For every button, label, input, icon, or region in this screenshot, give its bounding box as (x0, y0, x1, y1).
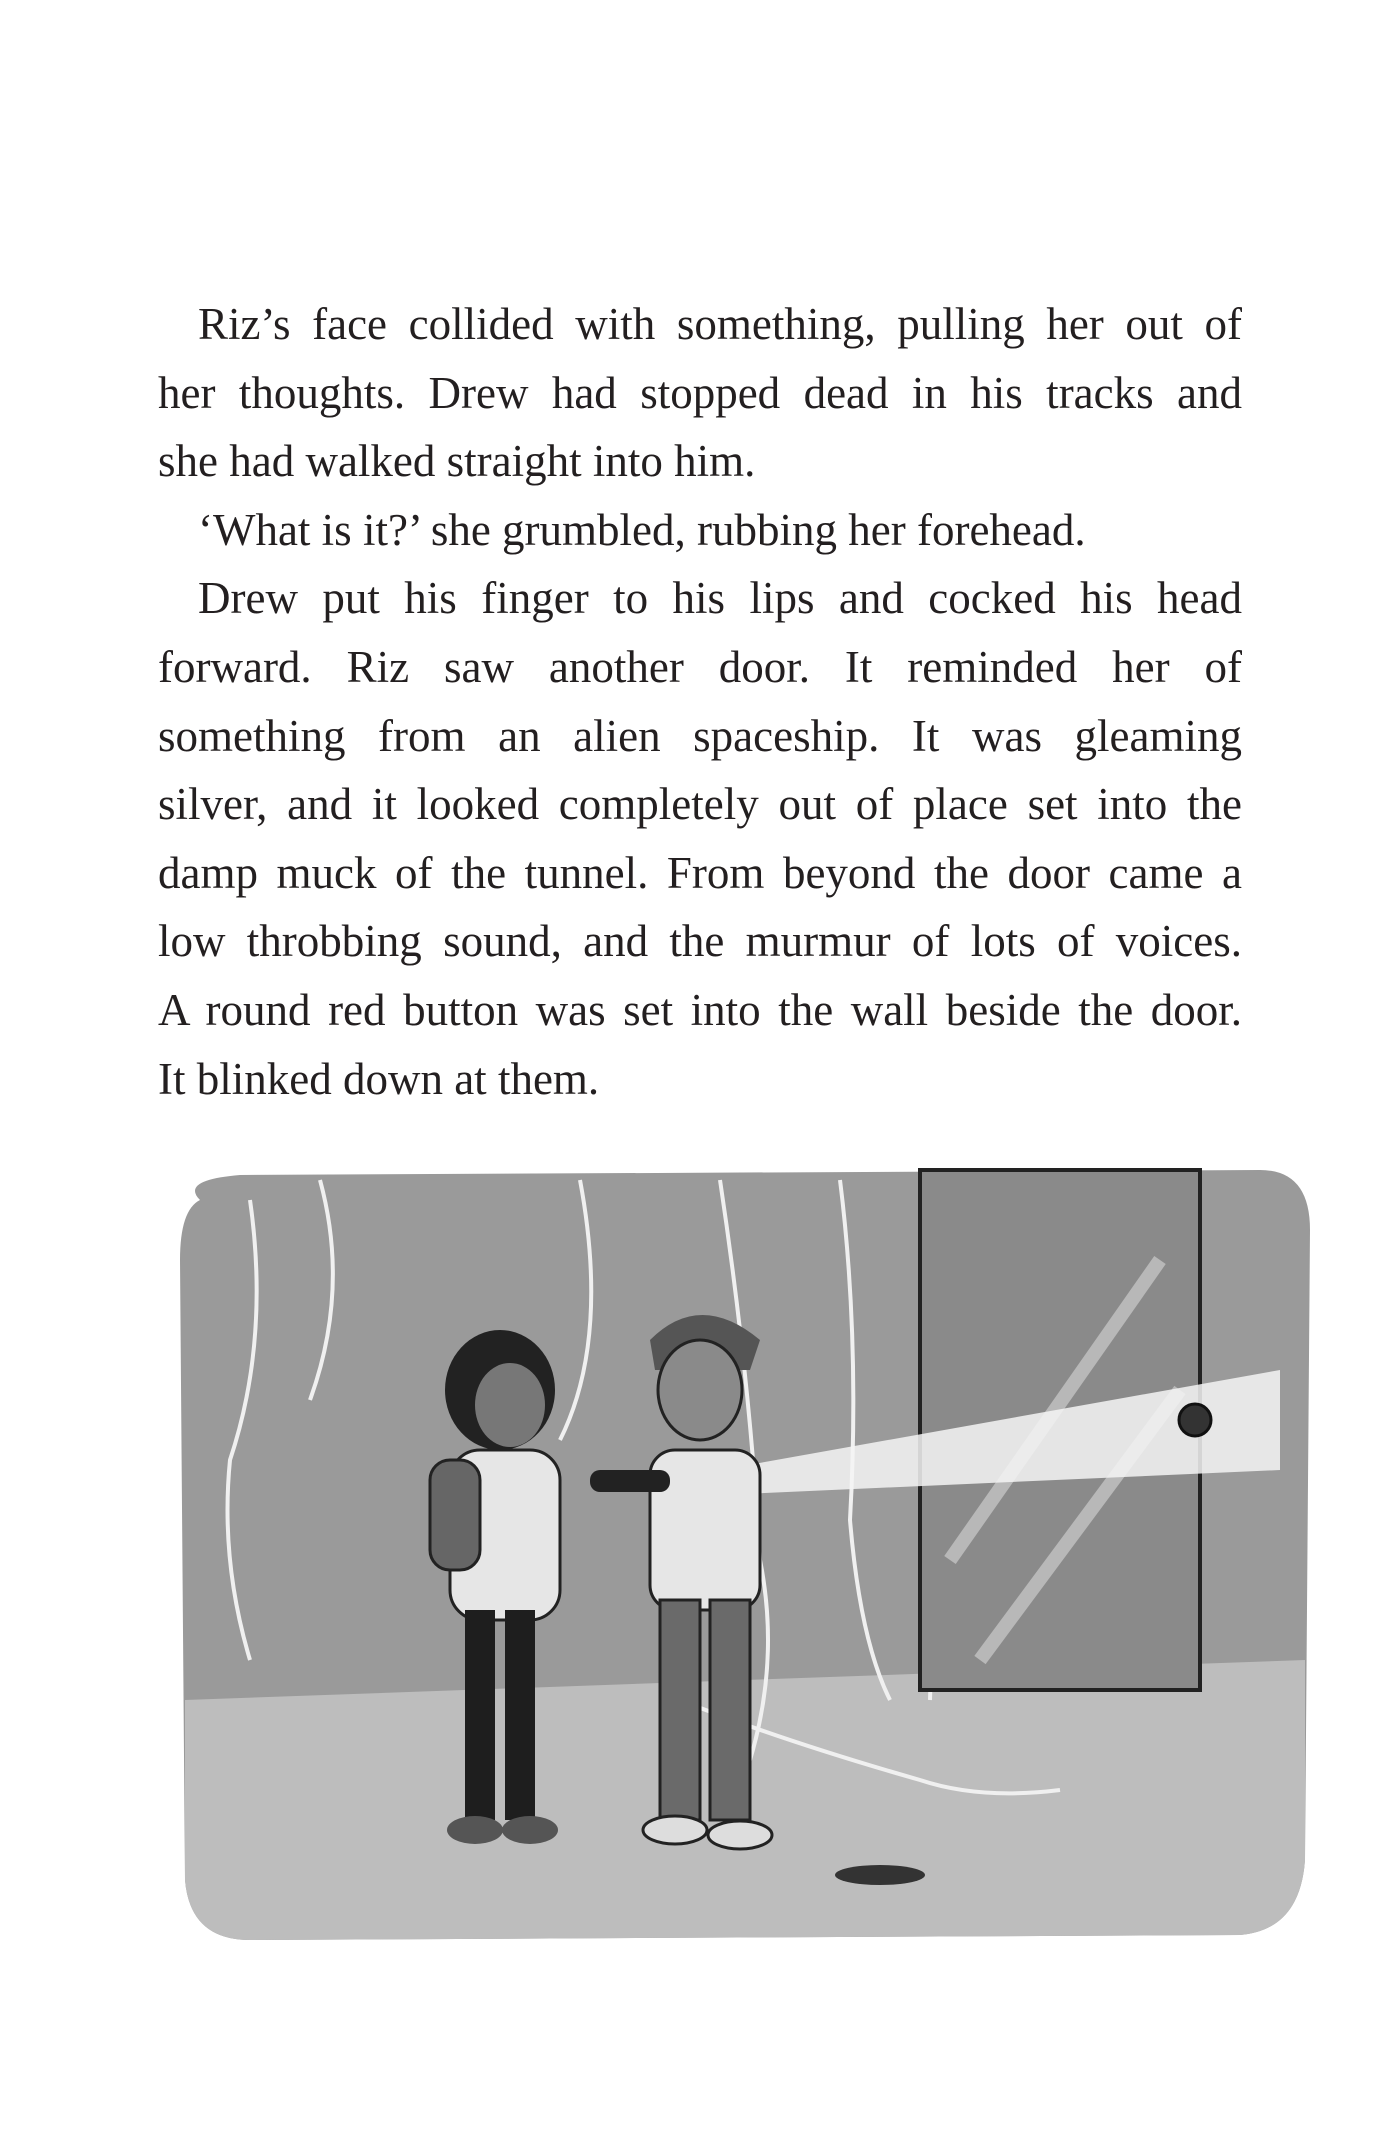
text-line: Riz’s face collided with something, pulling her out of (198, 299, 1242, 349)
text-line: Drew put his finger to his lips and cocked his head (198, 573, 1242, 624)
tunnel-illustration (160, 1140, 1320, 1970)
text-line: her thoughts. Drew had stopped dead in his tracks and (158, 367, 1242, 418)
story-text (158, 290, 1242, 1113)
red-button (1179, 1404, 1211, 1436)
text-line: It blinked down at them. (158, 1053, 600, 1104)
text-line: damp muck of the tunnel. From beyond the door came a (158, 847, 1242, 898)
text-line: silver, and it looked completely out of place set into the (158, 779, 1242, 830)
text-line: ‘What is it?’ she grumbled, rubbing her forehead. (198, 504, 1086, 555)
text-line: forward. Riz saw another door. It reminded her of (158, 641, 1242, 692)
text-line: something from an alien spaceship. It was gleaming (158, 710, 1242, 761)
text-line: A round red button was set into the wall beside the door. (158, 984, 1242, 1035)
text-line: she had walked straight into him. (158, 436, 756, 487)
puddle (835, 1865, 925, 1885)
text-line: low throbbing sound, and the murmur of lots of voices. (158, 916, 1242, 967)
